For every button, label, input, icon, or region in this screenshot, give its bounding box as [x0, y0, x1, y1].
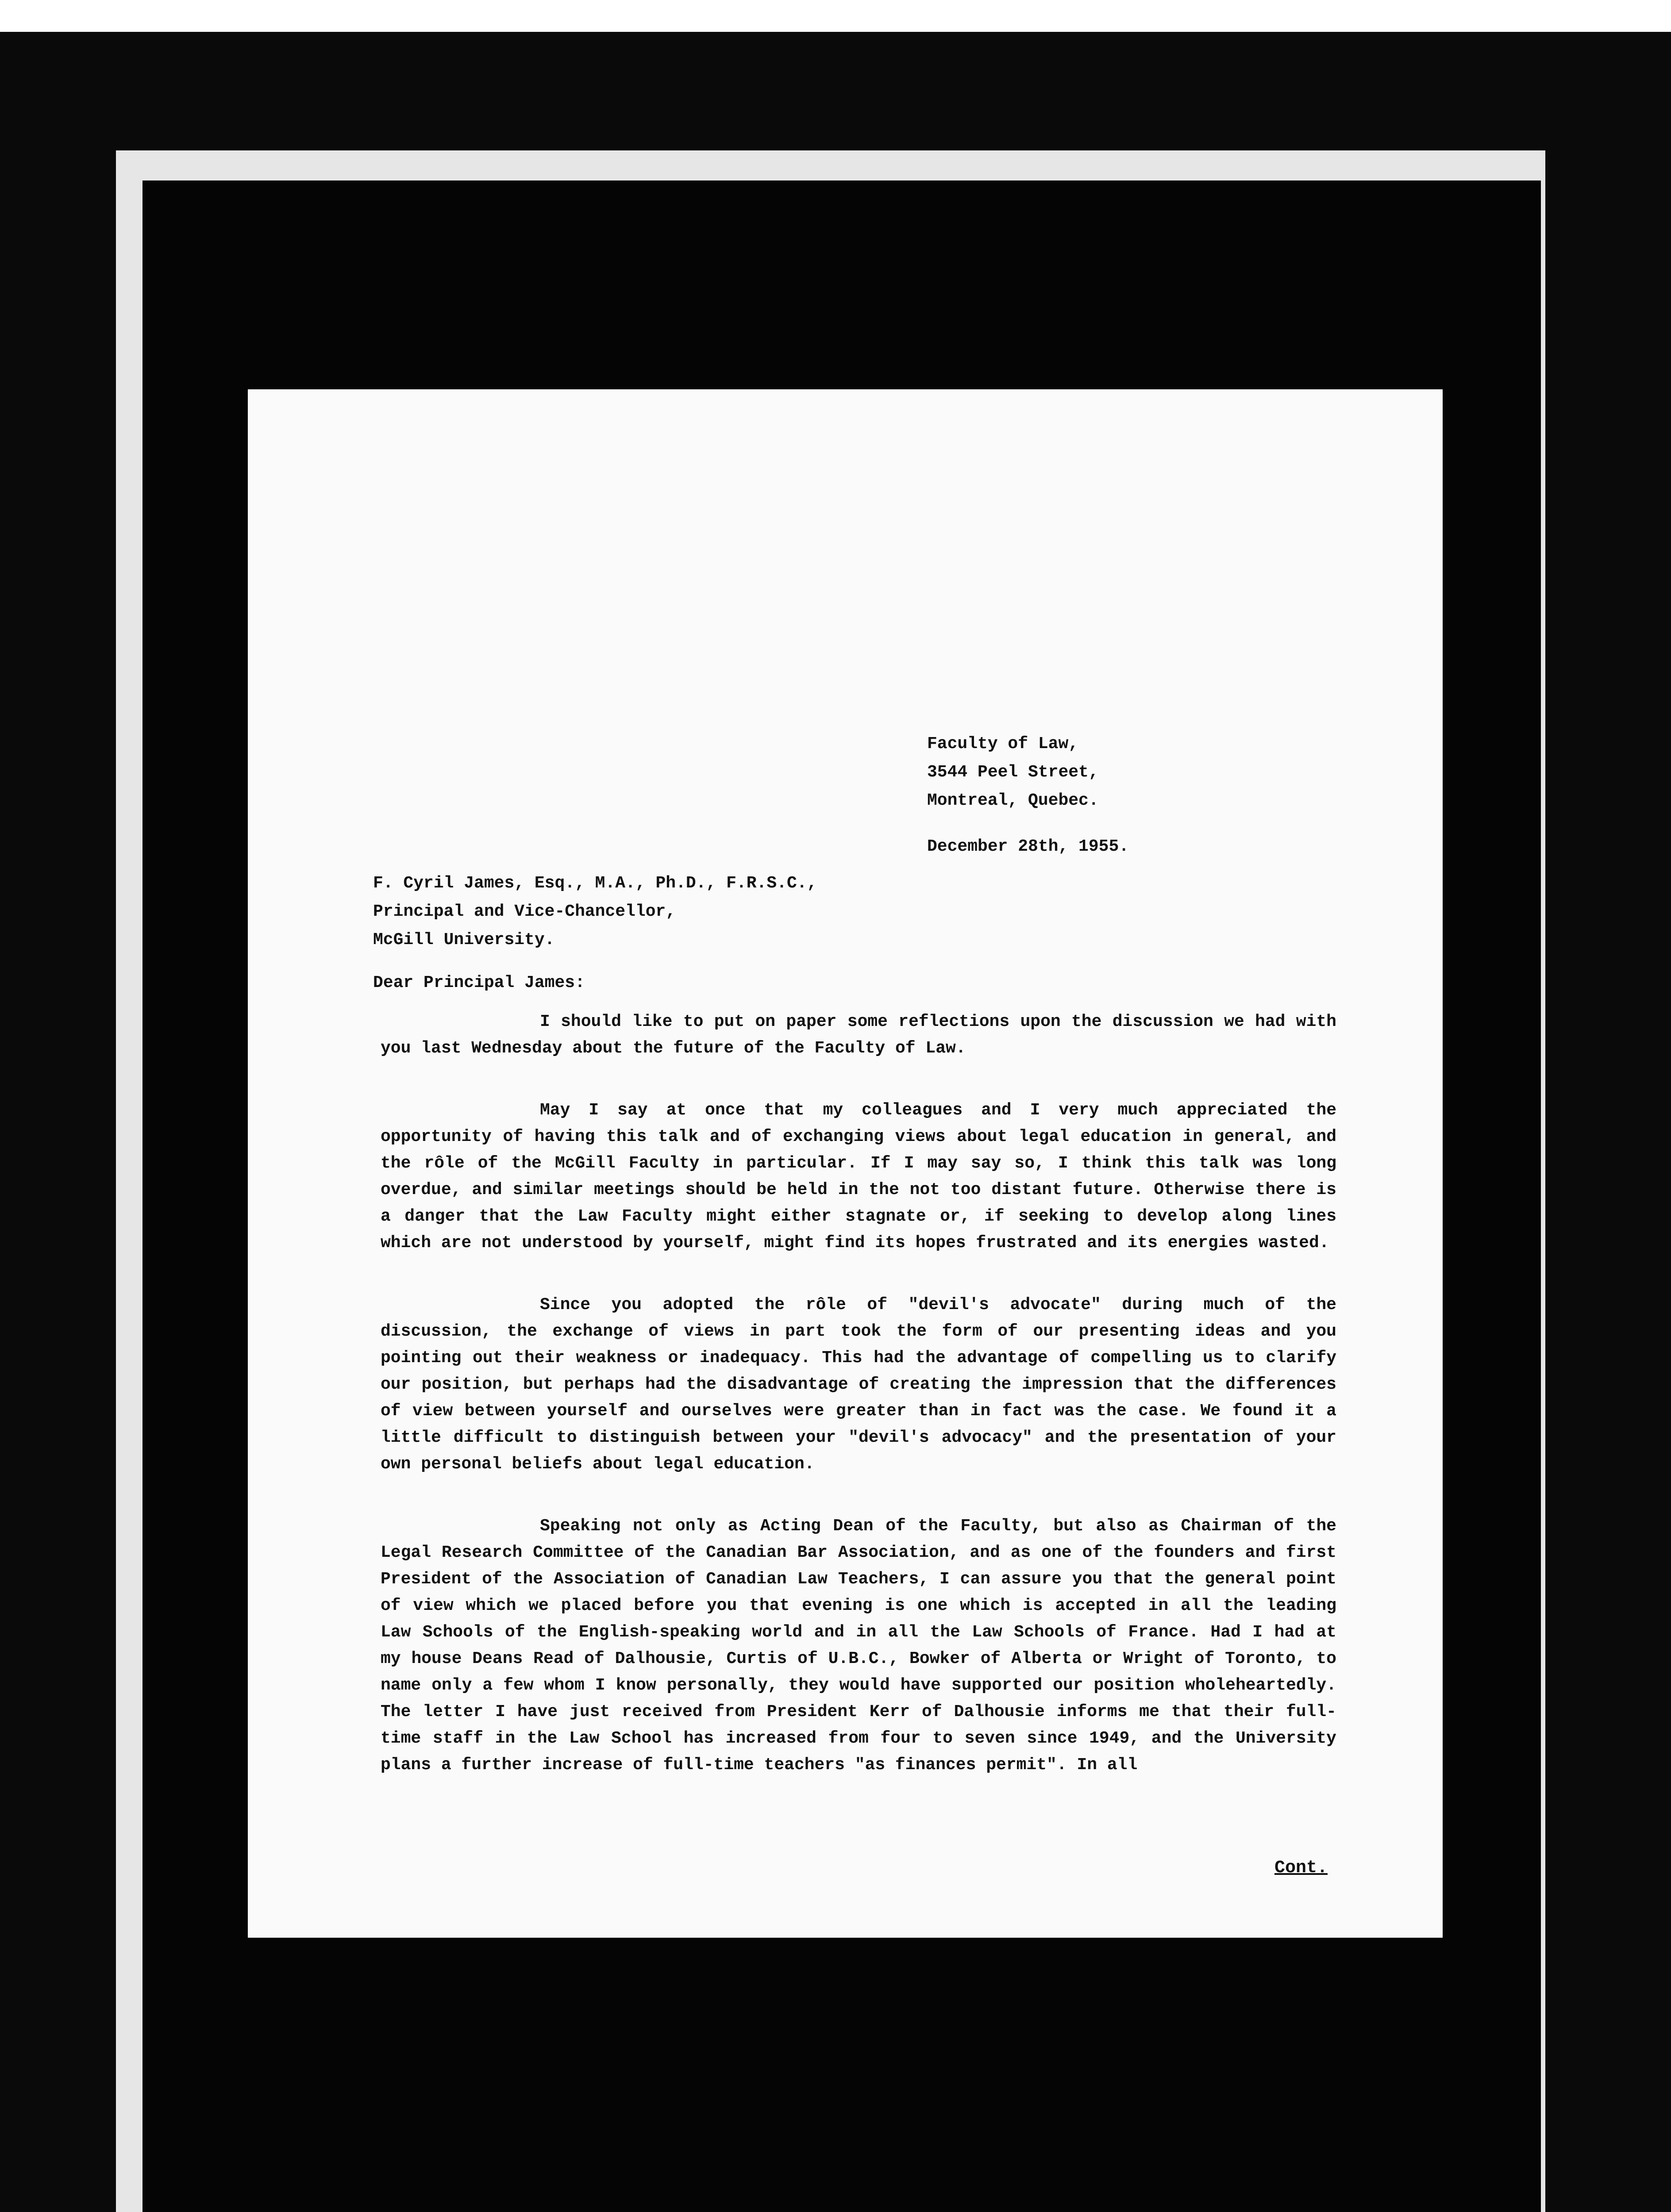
sender-address — [927, 730, 1129, 861]
body-paragraph: Since you adopted the rôle of "devil's advocate" during much of the discussion, the exchange of views in part took the form of our presenting ideas and you pointing out their weakness or inadequacy. This had the advantage of compelling us to clarify our position, but perhaps had the disadvantage of creating the impression that the differences of view between yourself and ourselves were greater than in fact was the case. We found it a little difficult to distinguish between your "devil's advocacy" and the presentation of your own personal beliefs about legal education. — [381, 1295, 1336, 1474]
body-paragraph: May I say at once that my colleagues and I very much appreciated the opportunity of having this talk and of exchanging views about legal education in general, and the rôle of the McGill Faculty in particular. If I may say so, I think this talk was long overdue, and similar meetings should be held in the not too distant future. Otherwise there is a danger that the Law Faculty might either stagnate or, if seeking to develop along lines which are not understood by yourself, might find its hopes frustrated and its energies wasted. — [381, 1101, 1336, 1252]
scan-top-band — [0, 0, 1671, 32]
address-line: 3544 Peel Street, — [927, 763, 1099, 782]
continuation-mark: Cont. — [1274, 1858, 1328, 1878]
address-line: Montreal, Quebec. — [927, 791, 1099, 810]
body-paragraph: I should like to put on paper some reflections upon the discussion we had with you last Wednesday about the future of the Faculty of Law. — [381, 1012, 1336, 1058]
salutation: Dear Principal James: — [373, 973, 585, 992]
recipient-line: McGill University. — [373, 930, 555, 949]
letter-body — [381, 1009, 1336, 1814]
recipient-line: F. Cyril James, Esq., M.A., Ph.D., F.R.S.C., — [373, 874, 817, 893]
body-paragraph: Speaking not only as Acting Dean of the Faculty, but also as Chairman of the Legal Research Committee of the Canadian Bar Association, and as one of the founders and first President of the Association of Canadian Law Teachers, I can assure you that the general point of view which we placed before you that evening is one which is accepted in all the leading Law Schools of the English-speaking world and in all the Law Schools of France. Had I had at my house Deans Read of Dalhousie, Curtis of U.B.C., Bowker of Alberta or Wright of Toronto, to name only a few whom I know personally, they would have supported our position wholeheartedly. The letter I have just received from President Kerr of Dalhousie informs me that their full-time staff in the Law School has increased from four to seven since 1949, and the University plans a further increase of full-time teachers "as finances permit". In all — [381, 1517, 1336, 1774]
recipient-block — [373, 869, 817, 954]
letter-page — [248, 389, 1443, 1938]
recipient-line: Principal and Vice-Chancellor, — [373, 902, 676, 921]
letter-date: December 28th, 1955. — [927, 837, 1129, 856]
address-line: Faculty of Law, — [927, 734, 1079, 753]
